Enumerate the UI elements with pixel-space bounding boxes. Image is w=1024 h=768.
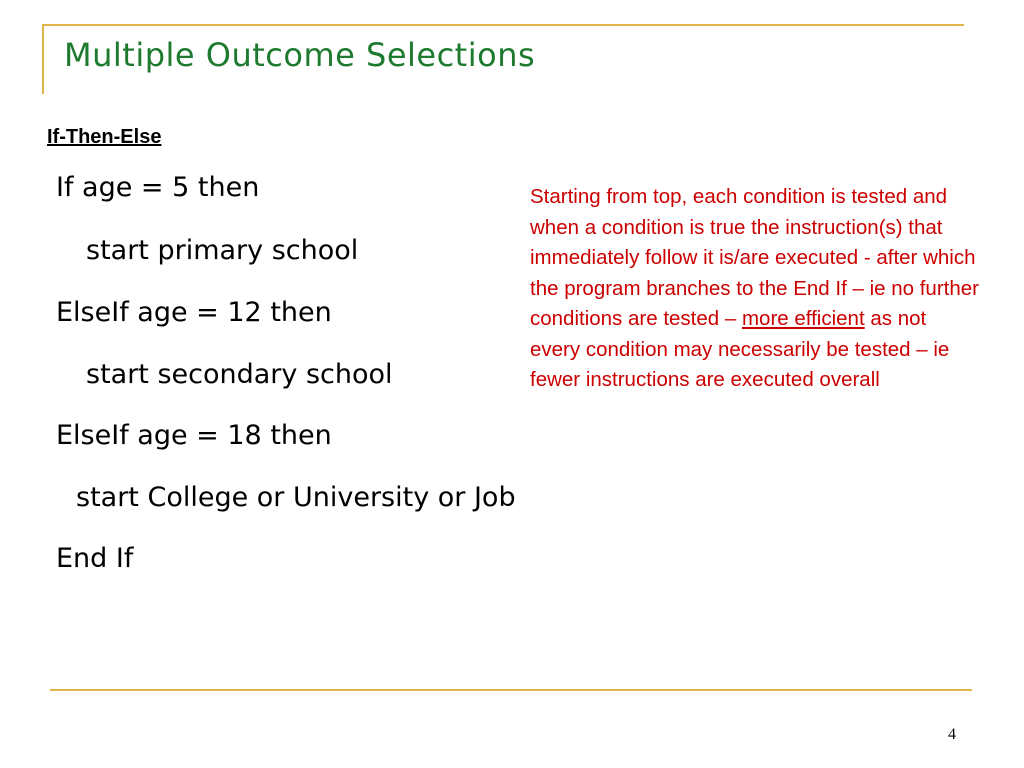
page-number: 4	[948, 726, 956, 743]
code-line-end-if: End If	[56, 543, 134, 574]
code-line-if: If age = 5 then	[56, 172, 260, 203]
code-line-elseif-18: ElseIf age = 18 then	[56, 420, 332, 451]
slide-title: Multiple Outcome Selections	[64, 36, 536, 74]
code-line-college: start College or University or Job	[76, 482, 516, 513]
bottom-rule	[50, 689, 972, 691]
note-text-before: Starting from top, each condition is tested and when a condition is true the instruction(s) that immediately follow it is/are executed - after which the program branches to the End If – ie no further conditions are tested –	[530, 185, 979, 330]
top-rule	[42, 24, 964, 26]
code-line-primary: start primary school	[86, 235, 359, 266]
note-emphasis: more efficient	[741, 307, 865, 330]
code-line-elseif-12: ElseIf age = 12 then	[56, 297, 332, 328]
subheading: If-Then-Else	[47, 126, 162, 148]
note-text-after: as not every condition may necessarily be tested – ie fewer instructions are executed overall	[530, 307, 950, 391]
title-side-rule	[42, 24, 44, 94]
explanation-note	[530, 182, 980, 396]
code-line-secondary: start secondary school	[86, 359, 393, 390]
